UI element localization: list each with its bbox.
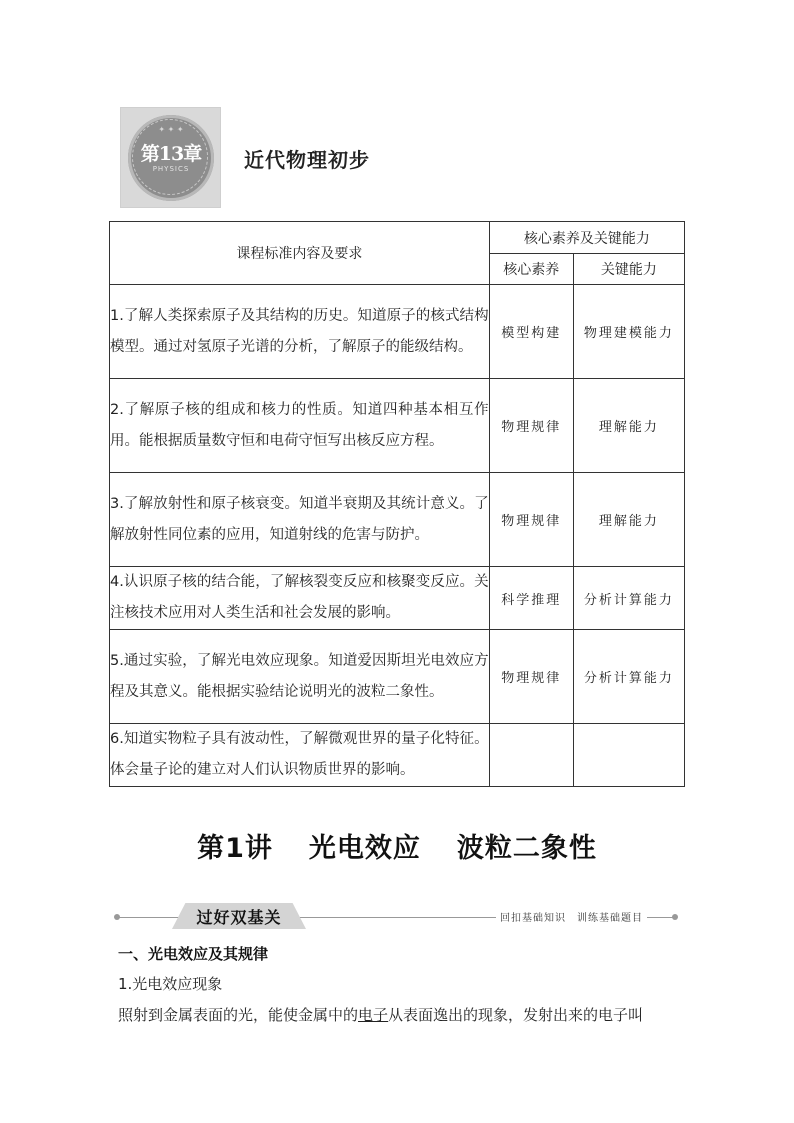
requirement-cell: 2.了解原子核的组成和核力的性质。知道四种基本相互作用。能根据质量数守恒和电荷守恒写出核反应方程。 [110,379,490,473]
key-ability-cell: 理解能力 [573,473,684,567]
subsection-heading: 1.光电效应现象 [118,975,223,993]
body-paragraph [118,1004,678,1025]
badge-ornament: ✦ ✦ ✦ [158,125,184,134]
key-ability-cell: 物理建模能力 [573,285,684,379]
lecture-topic-a: 光电效应 [308,833,421,864]
key-ability-cell: 理解能力 [573,379,684,473]
table-row [110,285,685,379]
header-core-literacy: 核心素养 [489,254,573,285]
lecture-number: 第1讲 [197,833,273,864]
table-row [110,724,685,787]
section-heading: 一、光电效应及其规律 [118,945,269,963]
key-ability-cell: 分析计算能力 [573,630,684,724]
requirement-cell: 5.通过实验，了解光电效应现象。知道爱因斯坦光电效应方程及其意义。能根据实验结论说明光的波粒二象性。 [110,630,490,724]
section-subtitle: 回扣基础知识 训练基础题目 [496,909,647,924]
header-competencies: 核心素养及关键能力 [489,222,684,254]
core-literacy-cell: 模型构建 [489,285,573,379]
key-ability-cell: 分析计算能力 [573,567,684,630]
chapter-number: 第13章 [140,143,202,165]
chapter-badge-subtitle: PHYSICS [152,165,190,173]
requirement-cell: 4.认识原子核的结合能，了解核裂变反应和核聚变反应。关注核技术应用对人类生活和社会发展的影响。 [110,567,490,630]
lecture-topic-b: 波粒二象性 [456,833,597,864]
chapter-badge-emblem [128,115,214,201]
table-row [110,630,685,724]
requirement-cell: 6.知道实物粒子具有波动性，了解微观世界的量子化特征。体会量子论的建立对人们认识物质世界的影响。 [110,724,490,787]
table-row [110,567,685,630]
requirement-cell: 3.了解放射性和原子核衰变。知道半衰期及其统计意义。了解放射性同位素的应用，知道射线的危害与防护。 [110,473,490,567]
divider-dot-left [114,914,120,920]
lecture-title [0,826,794,865]
header-key-ability: 关键能力 [573,254,684,285]
header-standards: 课程标准内容及要求 [110,222,490,285]
core-literacy-cell: 物理规律 [489,473,573,567]
curriculum-table [109,221,685,787]
chapter-title: 近代物理初步 [244,148,370,172]
chapter-badge [120,107,221,208]
requirement-cell: 1.了解人类探索原子及其结构的历史。知道原子的核式结构模型。通过对氢原子光谱的分析，了解原子的能级结构。 [110,285,490,379]
table-row [110,473,685,567]
section-tab-label: 过好双基关 [196,908,282,927]
core-literacy-cell: 科学推理 [489,567,573,630]
core-literacy-cell [489,724,573,787]
para-text-before: 照射到金属表面的光，能使金属中的 [118,1006,359,1024]
core-literacy-cell: 物理规律 [489,630,573,724]
key-ability-cell [573,724,684,787]
core-literacy-cell: 物理规律 [489,379,573,473]
para-text-after: 从表面逸出的现象，发射出来的电子叫 [388,1006,644,1024]
table-row [110,379,685,473]
fill-in-answer: 电子 [358,1006,389,1024]
divider-dot-right [672,914,678,920]
